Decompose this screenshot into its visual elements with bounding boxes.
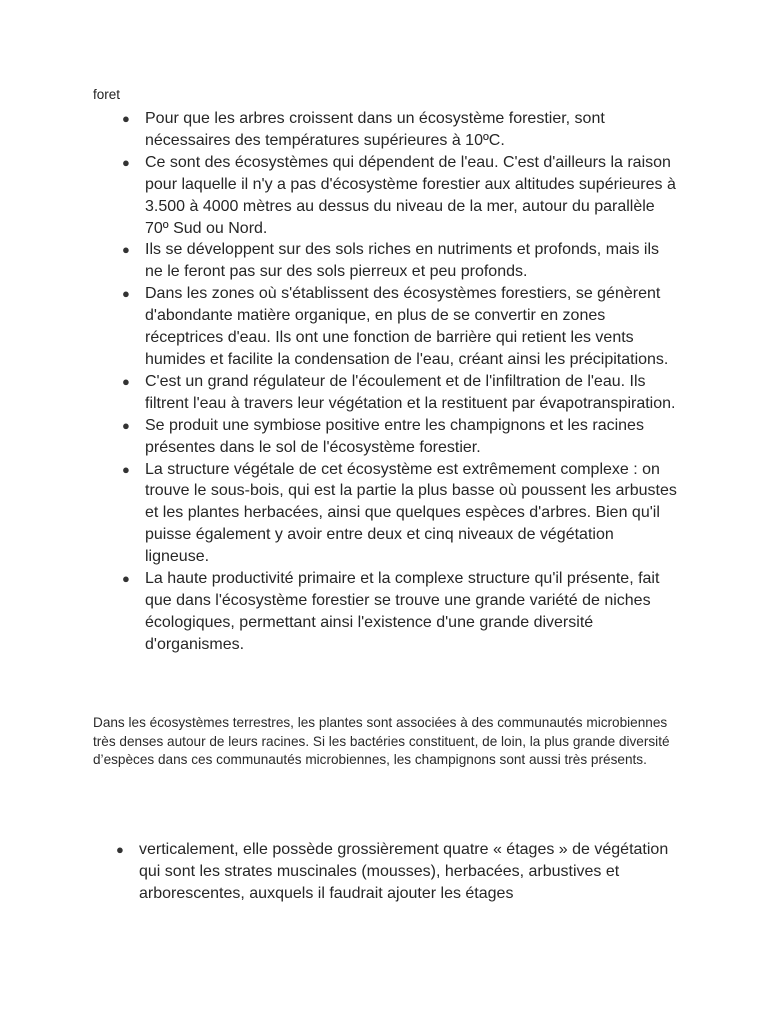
list-item (118, 415, 678, 459)
list-item-text: verticalement, elle possède grossièrement quatre « étages » de végétation qui sont les strates muscinales (mousses), herbacées, arbustives et arborescentes, auxquels il faudrait ajouter les étages (139, 841, 669, 902)
list-item-text: Ils se développent sur des sols riches en nutriments et profonds, mais ils ne le feront pas sur des sols pierreux et peu profonds. (145, 241, 660, 281)
list-item (118, 108, 678, 152)
bullet-icon: ● (122, 373, 130, 389)
document-heading: foret (93, 87, 121, 102)
bullet-icon: ● (122, 417, 130, 433)
list-item (112, 839, 672, 904)
list-item (118, 568, 678, 656)
body-paragraph: Dans les écosystèmes terrestres, les plantes sont associées à des communautés microbiennes très denses autour de leurs racines. Si les bactéries constituent, de loin, la plus grande diversité d’espèces dans ces communautés microbiennes, les champignons sont aussi très présents. (93, 715, 670, 768)
bullet-icon: ● (122, 242, 130, 258)
bullet-list-secondary (112, 839, 672, 904)
list-item (118, 371, 678, 415)
list-item (118, 283, 678, 371)
list-item (118, 152, 678, 240)
bullet-icon: ● (122, 461, 130, 477)
list-item-text: Se produit une symbiose positive entre les champignons et les racines présentes dans le sol de l'écosystème forestier. (145, 416, 644, 456)
list-item (118, 459, 678, 569)
list-item-text: C'est un grand régulateur de l'écoulement et de l'infiltration de l'eau. Ils filtrent l'eau à travers leur végétation et la restituent par évapotranspiration. (145, 372, 676, 412)
list-item-text: La haute productivité primaire et la complexe structure qu'il présente, fait que dans l'écosystème forestier se trouve une grande variété de niches écologiques, permettant ainsi l'existence d'une grande diversité d'organismes. (145, 570, 660, 653)
bullet-icon: ● (122, 286, 130, 302)
bullet-icon: ● (116, 842, 124, 857)
bullet-icon: ● (122, 571, 130, 587)
list-item-text: Dans les zones où s'établissent des écosystèmes forestiers, se génèrent d'abondante matière organique, en plus de se convertir en zones réceptrices d'eau. Ils ont une fonction de barrière qui retient les vents humides et facilite la condensation de l'eau, créant ainsi les précipitations. (145, 285, 669, 368)
list-item (118, 239, 678, 283)
list-item-text: Ce sont des écosystèmes qui dépendent de l'eau. C'est d'ailleurs la raison pour laquelle il n'y a pas d'écosystème forestier aux altitudes supérieures à 3.500 à 4000 mètres au dessus du niveau de la mer, autour du parallèle 70º Sud ou Nord. (145, 153, 676, 237)
bullet-list (118, 108, 678, 656)
bullet-icon: ● (122, 154, 130, 170)
list-item-text: Pour que les arbres croissent dans un écosystème forestier, sont nécessaires des températures supérieures à 10ºC. (145, 110, 605, 149)
bullet-icon: ● (122, 111, 130, 126)
list-item-text: La structure végétale de cet écosystème est extrêmement complexe : on trouve le sous-bois, qui est la partie la plus basse où poussent les arbustes et les plantes herbacées, ainsi que quelques espèces d'arbres. Bien qu'il puisse également y avoir entre deux et cinq niveaux de végétation ligneuse. (145, 460, 677, 566)
